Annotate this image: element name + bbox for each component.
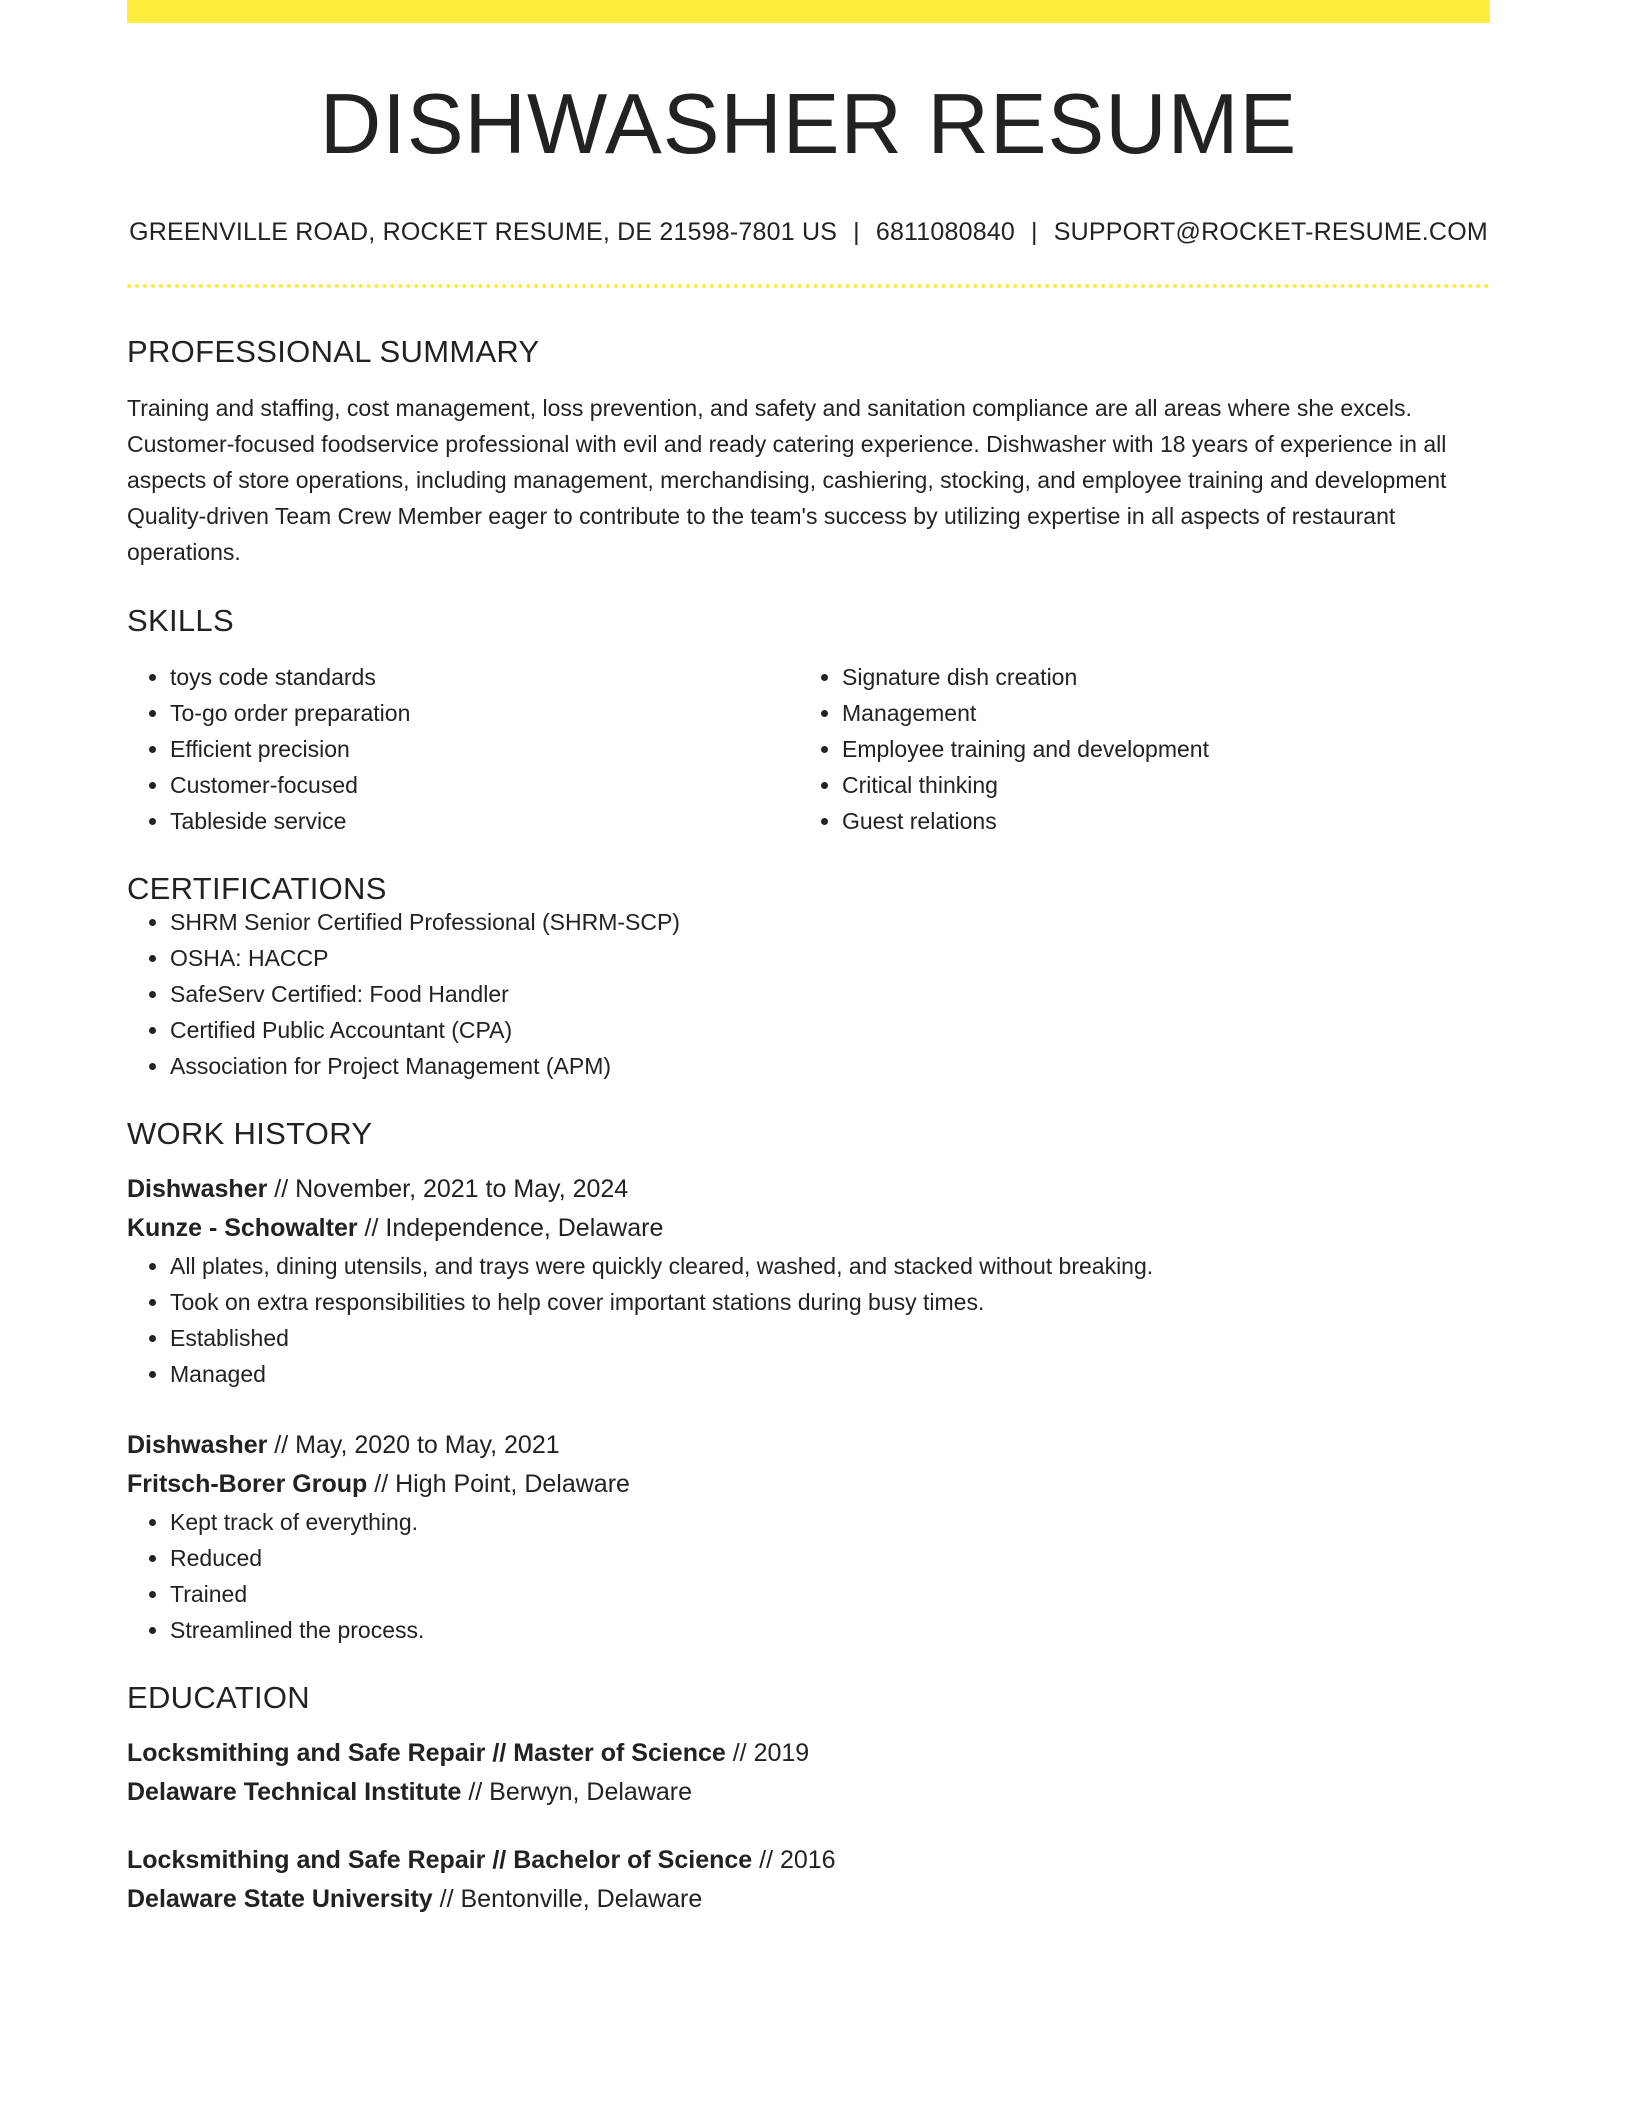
certification-item: • Certified Public Accountant (CPA)	[170, 1012, 1490, 1048]
skill-item: • Critical thinking	[842, 767, 1471, 803]
education-degree: Locksmithing and Safe Repair // Bachelor of Science	[127, 1846, 753, 1874]
skills-heading: SKILLS	[127, 603, 234, 638]
job-company-line	[127, 1465, 1490, 1504]
skills-column-left	[127, 659, 799, 839]
skill-item: • Customer-focused	[170, 767, 799, 803]
education-degree-line	[127, 1841, 1490, 1880]
education-school: Delaware State University	[127, 1885, 433, 1913]
skill-item: • To-go order preparation	[170, 695, 799, 731]
work-history-heading: WORK HISTORY	[127, 1116, 373, 1151]
skill-item: • Tableside service	[170, 803, 799, 839]
contact-address: GREENVILLE ROAD, ROCKET RESUME, DE 21598-7801 US	[129, 218, 838, 246]
certification-item: • SHRM Senior Certified Professional (SHRM-SCP)	[170, 904, 1490, 940]
education-degree: Locksmithing and Safe Repair // Master of Science	[127, 1739, 726, 1767]
job-company: Fritsch-Borer Group	[127, 1470, 368, 1498]
job-duties-list	[127, 1248, 1490, 1392]
job-duty: • Streamlined the process.	[170, 1612, 1490, 1648]
resume-title: DISHWASHER RESUME	[319, 77, 1298, 172]
job-duty: • Established	[170, 1320, 1490, 1356]
contact-phone: 6811080840	[875, 218, 1016, 246]
education-location: // Berwyn, Delaware	[461, 1778, 693, 1806]
summary-text: Training and staffing, cost management, loss prevention, and safety and sanitation compliance are all areas where she excels. Customer-focused foodservice professional with evil and ready catering experience. Dishwasher with 18 years of experience in all aspects of store operations, including management, merchandising, cashiering, stocking, and employee training and development Quality-driven Team Crew Member eager to contribute to the team's success by utilizing expertise in all aspects of restaurant operations.	[127, 395, 1447, 565]
job-company: Kunze - Schowalter	[127, 1214, 358, 1242]
job-role-line	[127, 1170, 1490, 1209]
job-role: Dishwasher	[127, 1175, 268, 1203]
certification-item: • Association for Project Management (APM)	[170, 1048, 1490, 1084]
job-dates: // November, 2021 to May, 2024	[267, 1175, 629, 1203]
skill-item: • toys code standards	[170, 659, 799, 695]
job-entry	[127, 1170, 1490, 1392]
education-entry	[127, 1841, 1490, 1919]
education-school: Delaware Technical Institute	[127, 1778, 462, 1806]
job-location: // High Point, Delaware	[367, 1470, 630, 1498]
skills-column-right	[799, 659, 1471, 839]
certifications-heading: CERTIFICATIONS	[127, 871, 387, 906]
education-school-line	[127, 1880, 1490, 1919]
contact-email: SUPPORT@ROCKET-RESUME.COM	[1053, 218, 1488, 246]
job-entry	[127, 1426, 1490, 1648]
skill-item: • Signature dish creation	[842, 659, 1471, 695]
certification-item: • SafeServ Certified: Food Handler	[170, 976, 1490, 1012]
contact-line	[127, 220, 1490, 245]
skill-item: • Guest relations	[842, 803, 1471, 839]
job-duty: • Reduced	[170, 1540, 1490, 1576]
job-duty: • Trained	[170, 1576, 1490, 1612]
education-heading: EDUCATION	[127, 1680, 310, 1715]
dotted-divider	[127, 284, 1490, 288]
job-role-line	[127, 1426, 1490, 1465]
job-duty: • Kept track of everything.	[170, 1504, 1490, 1540]
education-school-line	[127, 1773, 1490, 1812]
education-year: // 2019	[725, 1739, 810, 1767]
job-dates: // May, 2020 to May, 2021	[267, 1431, 560, 1459]
job-company-line	[127, 1209, 1490, 1248]
job-duty: • All plates, dining utensils, and trays were quickly cleared, washed, and stacked without breaking.	[170, 1248, 1490, 1284]
education-year: // 2016	[752, 1846, 836, 1874]
skill-item: • Efficient precision	[170, 731, 799, 767]
contact-separator: |	[853, 218, 860, 246]
resume-page	[127, 0, 1490, 1919]
education-location: // Bentonville, Delaware	[432, 1885, 703, 1913]
job-location: // Independence, Delaware	[357, 1214, 664, 1242]
job-duties-list	[127, 1504, 1490, 1648]
skills-grid	[127, 659, 1490, 839]
certification-item: • OSHA: HACCP	[170, 940, 1490, 976]
job-duty: • Took on extra responsibilities to help cover important stations during busy times.	[170, 1284, 1490, 1320]
skill-item: • Employee training and development	[842, 731, 1471, 767]
accent-top-bar	[127, 0, 1490, 23]
job-duty: • Managed	[170, 1356, 1490, 1392]
contact-separator: |	[1031, 218, 1038, 246]
certifications-list	[127, 904, 1490, 1084]
skill-item: • Management	[842, 695, 1471, 731]
summary-heading: PROFESSIONAL SUMMARY	[127, 334, 540, 369]
education-degree-line	[127, 1734, 1490, 1773]
education-entry	[127, 1734, 1490, 1812]
job-role: Dishwasher	[127, 1431, 268, 1459]
